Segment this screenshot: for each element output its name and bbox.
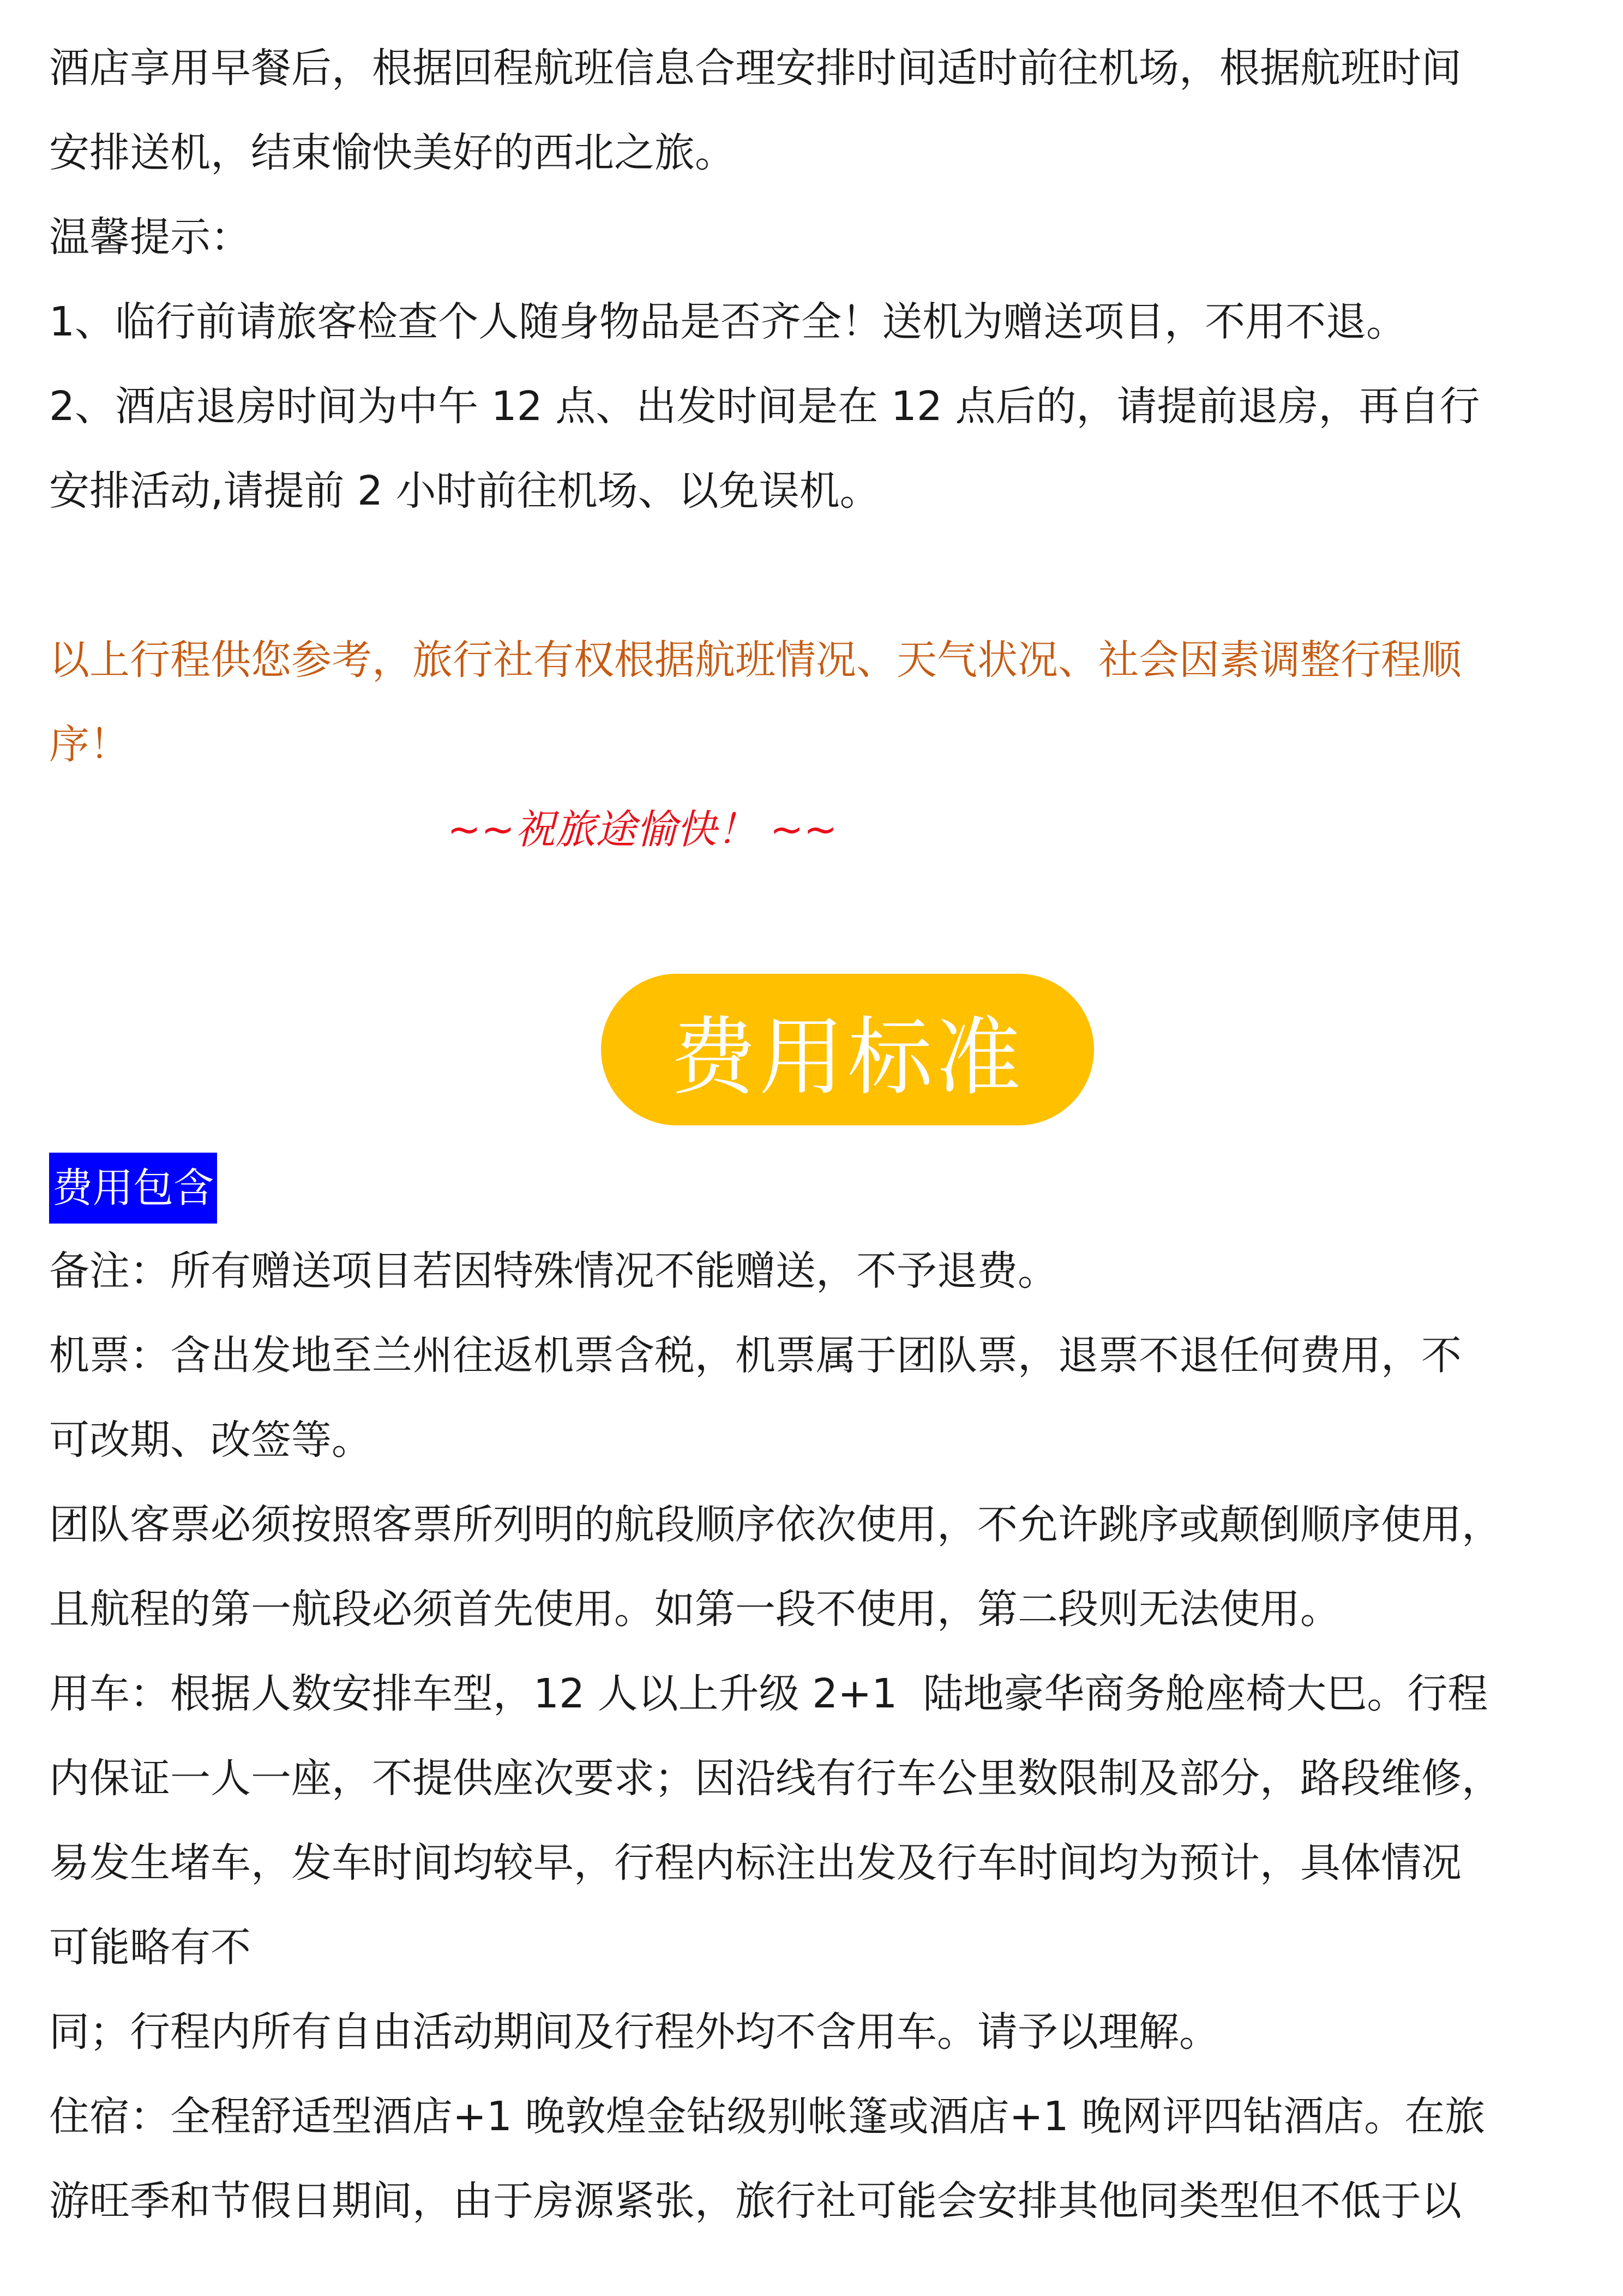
document-page xyxy=(49,26,1576,2244)
bon-voyage-text: ~~祝旅途愉快！ ~~ xyxy=(447,806,838,853)
car-line-5: 同；行程内所有自由活动期间及行程外均不含用车。请予以理解。 xyxy=(49,2009,1219,2055)
notice-line-1: 以上行程供您参考，旅行社有权根据航班情况、天气状况、社会因素调整行程顺 xyxy=(49,637,1462,684)
car-line-4: 可能略有不 xyxy=(49,1924,251,1971)
car-line-3: 易发生堵车，发车时间均较早，行程内标注出发及行车时间均为预计，具体情况 xyxy=(49,1839,1462,1886)
tip-2-line-2: 安排活动,请提前 2 小时前往机场、以免误机。 xyxy=(49,467,880,514)
hotel-line-2: 游旺季和节假日期间，由于房源紧张，旅行社可能会安排其他同类型但不低于以 xyxy=(49,2178,1462,2225)
car-line-1: 用车：根据人数安排车型，12 人以上升级 2+1 陆地豪华商务舱座椅大巴。行程 xyxy=(49,1670,1488,1717)
ticket-line-1: 机票：含出发地至兰州往返机票含税，机票属于团队票，退票不退任何费用，不 xyxy=(49,1332,1462,1379)
fee-standard-title: 费用标准 xyxy=(671,1007,1024,1107)
remark-line: 备注：所有赠送项目若因特殊情况不能赠送，不予退费。 xyxy=(49,1248,1058,1294)
fee-includes-label-row xyxy=(49,1148,1576,1229)
group-ticket-line-2: 且航程的第一航段必须首先使用。如第一段不使用，第二段则无法使用。 xyxy=(49,1586,1341,1633)
hotel-line-1: 住宿：全程舒适型酒店+1 晚敦煌金钻级别帐篷或酒店+1 晚网评四钻酒店。在旅 xyxy=(49,2093,1486,2140)
fee-standard-banner-row xyxy=(49,974,1576,1148)
spacer xyxy=(49,874,1576,974)
intro-line-2: 安排送机，结束愉快美好的西北之旅。 xyxy=(49,129,735,176)
intro-line-1: 酒店享用早餐后，根据回程航班信息合理安排时间适时前往机场，根据航班时间 xyxy=(49,45,1462,92)
tip-1: 1、临行前请旅客检查个人随身物品是否齐全！送机为赠送项目，不用不退。 xyxy=(49,298,1407,345)
spacer xyxy=(49,533,1576,618)
tips-title: 温馨提示： xyxy=(49,214,251,261)
notice-line-2: 序！ xyxy=(49,721,130,768)
tip-2-line-1: 2、酒店退房时间为中午 12 点、出发时间是在 12 点后的，请提前退房，再自行 xyxy=(49,383,1480,430)
ticket-line-2: 可改期、改签等。 xyxy=(49,1417,372,1464)
wish-row xyxy=(49,787,1576,874)
car-line-2: 内保证一人一座，不提供座次要求；因沿线有行车公里数限制及部分，路段维修， xyxy=(49,1755,1502,1802)
fee-standard-banner xyxy=(601,974,1094,1125)
fee-includes-label: 费用包含 xyxy=(49,1153,217,1224)
group-ticket-line-1: 团队客票必须按照客票所列明的航段顺序依次使用，不允许跳序或颠倒顺序使用， xyxy=(49,1501,1502,1548)
